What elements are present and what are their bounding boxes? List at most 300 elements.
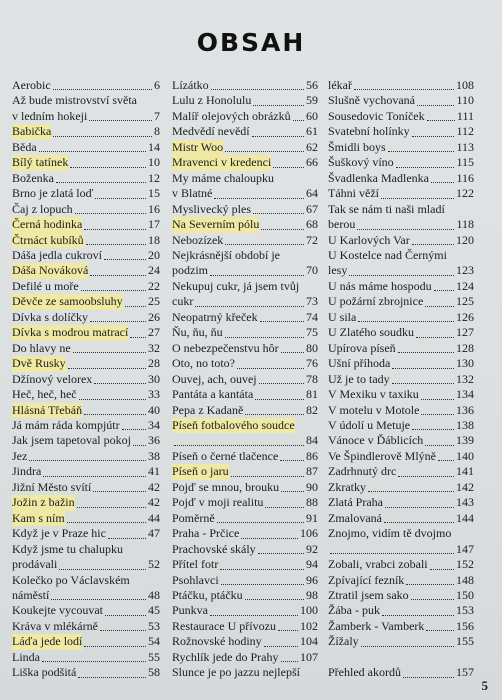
- dot-leader: [225, 151, 304, 152]
- dot-leader: [438, 460, 454, 461]
- toc-entry: [12, 619, 160, 634]
- entry-page-number: 124: [456, 278, 474, 293]
- entry-page-number: 56: [306, 78, 318, 92]
- toc-entry: [172, 202, 318, 217]
- dot-leader: [73, 352, 146, 353]
- entry-title: Pojď v moji realitu: [172, 495, 264, 510]
- entry-page-number: 80: [306, 340, 318, 355]
- dot-leader: [68, 368, 146, 369]
- toc-entry: [328, 279, 474, 294]
- toc-entry: [12, 495, 160, 510]
- entry-title: V motelu v Motole: [328, 402, 420, 417]
- entry-title: Malíř olejových obrázků: [172, 108, 291, 123]
- toc-entry-title-line: [328, 202, 474, 217]
- toc-entry: [12, 217, 160, 232]
- entry-page-number: 111: [456, 108, 474, 123]
- toc-entry: [12, 557, 160, 572]
- toc-entry-title-line: [12, 542, 160, 557]
- entry-title: Dáša jedla cukroví: [12, 247, 102, 262]
- entry-title-continuation: v ledním hokeji: [12, 108, 88, 123]
- entry-title: Jožin z bažin: [12, 495, 75, 510]
- toc-entry: [328, 325, 474, 340]
- dot-leader: [217, 522, 304, 523]
- entry-page-number: 14: [148, 139, 160, 154]
- toc-entry: [12, 372, 160, 387]
- entry-title: Jak jsem tapetoval pokoj: [12, 433, 131, 448]
- entry-title: U nás máme hospodu: [328, 278, 432, 293]
- entry-page-number: 22: [148, 278, 160, 293]
- entry-title-continuation: podzim: [172, 263, 208, 278]
- entry-page-number: 107: [300, 649, 318, 664]
- entry-title-continuation: prodávali: [12, 557, 58, 572]
- toc-entry-title-line: [172, 171, 318, 186]
- toc-entry: [328, 433, 474, 448]
- entry-page-number: 141: [456, 464, 474, 479]
- toc-entry: [328, 140, 474, 155]
- entry-title: Čaj z lopuch: [12, 201, 73, 216]
- toc-column-3: [328, 78, 474, 681]
- entry-title: Já mám ráda kompjútr: [12, 417, 120, 432]
- dot-leader: [81, 290, 146, 291]
- dot-leader: [211, 89, 304, 90]
- entry-title: O nebezpečenstvu hôr: [172, 340, 279, 355]
- entry-page-number: 132: [456, 371, 474, 386]
- entry-title: Heč, heč, heč: [12, 387, 77, 402]
- entry-page-number: 30: [148, 371, 160, 386]
- entry-title: Nejkrásnější období je: [172, 247, 280, 262]
- entry-page-number: 136: [456, 402, 474, 417]
- toc-entry: [12, 248, 160, 263]
- toc-entry: [328, 171, 474, 186]
- toc-entry: [172, 294, 318, 309]
- toc-entry: [328, 542, 474, 557]
- dot-leader: [210, 275, 304, 276]
- toc-entry: [12, 341, 160, 356]
- toc-entry: [172, 511, 318, 526]
- entry-page-number: 115: [456, 155, 474, 170]
- entry-title: Rychlík jede do Prahy: [172, 649, 279, 664]
- dot-leader: [255, 399, 304, 400]
- entry-title: Žížaly: [328, 634, 359, 649]
- entry-title: Džínový velorex: [12, 371, 93, 386]
- entry-page-number: 78: [306, 371, 318, 386]
- toc-entry: [172, 263, 318, 278]
- entry-page-number: 28: [148, 356, 160, 371]
- entry-title: Žamberk - Vamberk: [328, 618, 425, 633]
- entry-page-number: 40: [148, 402, 160, 417]
- dot-leader: [417, 105, 454, 106]
- toc-entry: [328, 124, 474, 139]
- entry-page-number: 142: [456, 479, 474, 494]
- dot-leader: [293, 120, 304, 121]
- entry-title: Zmalovaná: [328, 510, 382, 525]
- entry-title: Praha - Prčice: [172, 526, 240, 541]
- entry-title: Když je v Praze hic: [12, 526, 106, 541]
- toc-entry: [328, 387, 474, 402]
- entry-title: Ouvej, ach, ouvej: [172, 371, 257, 386]
- toc-entry: [172, 619, 318, 634]
- toc-entry: [172, 217, 318, 232]
- dot-leader: [412, 429, 454, 430]
- entry-title: Poměrně: [172, 510, 215, 525]
- entry-page-number: 152: [456, 557, 474, 572]
- entry-page-number: 81: [306, 387, 318, 402]
- toc-entry: [328, 603, 474, 618]
- toc-entry: [12, 418, 160, 433]
- toc-entry: [172, 634, 318, 649]
- toc-entry: [172, 140, 318, 155]
- toc-entry: [12, 603, 160, 618]
- dot-leader: [93, 491, 146, 492]
- entry-page-number: 92: [306, 541, 318, 556]
- entry-page-number: 112: [456, 124, 474, 139]
- entry-title: Ušní příhoda: [328, 356, 391, 371]
- entry-page-number: 74: [306, 309, 318, 324]
- dot-leader: [426, 630, 454, 631]
- entry-page-number: 102: [300, 618, 318, 633]
- entry-page-number: 143: [456, 495, 474, 510]
- entry-page-number: 94: [306, 557, 318, 572]
- dot-leader: [214, 198, 304, 199]
- entry-title: Hlásná Třebáň: [12, 402, 83, 417]
- toc-entry-title-line: [12, 573, 160, 588]
- entry-page-number: 42: [148, 479, 160, 494]
- entry-title: Švadlenka Madlenka: [328, 170, 429, 185]
- entry-title: Dvě Rusky: [12, 356, 66, 371]
- entry-page-number: 58: [148, 665, 160, 680]
- toc-entry: [12, 650, 160, 665]
- entry-title: V údolí u Metuje: [328, 417, 411, 432]
- entry-title-continuation: lesy: [328, 263, 348, 278]
- dot-leader: [281, 352, 304, 353]
- dot-leader: [79, 399, 146, 400]
- toc-entry: [12, 511, 160, 526]
- entry-title: Lízátko: [172, 78, 209, 92]
- dot-leader: [77, 507, 146, 508]
- toc-entry: [12, 449, 160, 464]
- dot-leader: [84, 646, 146, 647]
- dot-leader: [225, 244, 304, 245]
- dot-leader: [252, 136, 304, 137]
- entry-page-number: 68: [306, 217, 318, 232]
- entry-page-number: 47: [148, 526, 160, 541]
- dot-leader: [357, 229, 454, 230]
- dot-leader: [133, 445, 146, 446]
- entry-title: Ve Špindlerově Mlýně: [328, 448, 436, 463]
- entry-title: Upírova píseň: [328, 340, 396, 355]
- toc-entry: [172, 310, 318, 325]
- entry-title: Punkva: [172, 603, 208, 618]
- entry-page-number: 26: [148, 309, 160, 324]
- entry-page-number: 53: [148, 618, 160, 633]
- dot-leader: [125, 306, 146, 307]
- entry-title-continuation: berou: [328, 217, 356, 232]
- entry-page-number: 122: [456, 186, 474, 201]
- toc-entry: [12, 78, 160, 93]
- dot-leader: [53, 89, 152, 90]
- entry-title: Boženka: [12, 170, 54, 185]
- entry-page-number: 123: [456, 263, 474, 278]
- dot-leader: [220, 569, 304, 570]
- entry-page-number: 60: [306, 108, 318, 123]
- toc-entry: [172, 356, 318, 371]
- entry-title: Svatební holínky: [328, 124, 410, 139]
- toc-entry: [12, 356, 160, 371]
- entry-page-number: 72: [306, 232, 318, 247]
- dot-leader: [237, 368, 304, 369]
- dot-leader: [358, 321, 454, 322]
- entry-title: Pojď se mnou, brouku: [172, 479, 280, 494]
- toc-entry: [172, 233, 318, 248]
- toc-entry: [328, 233, 474, 248]
- entry-page-number: 17: [148, 217, 160, 232]
- toc-entry: [12, 233, 160, 248]
- toc-entry: [172, 155, 318, 170]
- entry-title-continuation: náměstí: [12, 587, 50, 602]
- entry-page-number: 127: [456, 325, 474, 340]
- entry-page-number: 27: [148, 325, 160, 340]
- dot-leader: [431, 182, 454, 183]
- toc-entry: [12, 634, 160, 649]
- entry-title: Přítel fotr: [172, 557, 219, 572]
- toc-entry: [12, 665, 160, 680]
- entry-title: Babička: [12, 124, 52, 139]
- entry-page-number: 155: [456, 634, 474, 649]
- entry-title: Už je to tady: [328, 371, 390, 386]
- entry-page-number: 25: [148, 294, 160, 309]
- dot-leader: [174, 445, 304, 446]
- entry-page-number: 153: [456, 603, 474, 618]
- entry-page-number: 36: [148, 433, 160, 448]
- entry-title: Ňu, ňu, ňu: [172, 325, 223, 340]
- dot-leader: [259, 383, 304, 384]
- toc-entry: [328, 634, 474, 649]
- toc-entry: [172, 603, 318, 618]
- dot-leader: [430, 569, 454, 570]
- dot-leader: [382, 615, 454, 616]
- entry-page-number: 42: [148, 495, 160, 510]
- dot-leader: [95, 198, 146, 199]
- entry-title: Liška podšitá: [12, 665, 77, 680]
- dot-leader: [70, 167, 146, 168]
- dot-leader: [75, 213, 146, 214]
- entry-title: Medvědí nevědí: [172, 124, 250, 139]
- entry-page-number: 38: [148, 448, 160, 463]
- toc-entry: [172, 186, 318, 201]
- dot-leader: [264, 646, 298, 647]
- entry-title: Táhni věží: [328, 186, 379, 201]
- entry-page-number: 157: [456, 665, 474, 680]
- entry-title: Mravenci v kredenci: [172, 155, 272, 170]
- entry-page-number: 75: [306, 325, 318, 340]
- entry-title: Do hlavy ne: [12, 340, 71, 355]
- entry-page-number: 147: [456, 541, 474, 556]
- entry-title: Šmidli boys: [328, 139, 386, 154]
- dot-leader: [412, 136, 455, 137]
- entry-page-number: 32: [148, 340, 160, 355]
- entry-title: U požární zbrojnice: [328, 294, 424, 309]
- toc-entry: [12, 387, 160, 402]
- toc-entry: [328, 650, 474, 665]
- entry-page-number: 73: [306, 294, 318, 309]
- entry-page-number: 139: [456, 433, 474, 448]
- toc-entry-title-line: [172, 418, 318, 433]
- toc-entry: [172, 433, 318, 448]
- dot-leader: [258, 553, 304, 554]
- page-title: OBSAH: [196, 28, 306, 57]
- entry-page-number: 134: [456, 387, 474, 402]
- entry-title: Pantáta a kantáta: [172, 387, 254, 402]
- dot-leader: [412, 244, 454, 245]
- toc-entry: [328, 665, 474, 680]
- toc-entry: [12, 140, 160, 155]
- entry-title: U Kostelce nad Černými: [328, 247, 447, 262]
- entry-page-number: 100: [300, 603, 318, 618]
- toc-entry: [12, 171, 160, 186]
- dot-leader: [105, 615, 146, 616]
- entry-page-number: 125: [456, 294, 474, 309]
- dot-leader: [94, 383, 146, 384]
- entry-title: Jez: [12, 448, 28, 463]
- entry-title: Neopatrný křeček: [172, 309, 258, 324]
- toc-entry: [328, 480, 474, 495]
- dot-leader: [90, 275, 146, 276]
- entry-page-number: 110: [456, 93, 474, 108]
- entry-title: Černá hodinka: [12, 217, 83, 232]
- dot-leader: [90, 321, 146, 322]
- toc-entry: [328, 356, 474, 371]
- dot-leader: [273, 167, 304, 168]
- entry-title: Nekupuj cukr, já jsem tvůj: [172, 278, 300, 293]
- entry-title: Pepa z Kadaně: [172, 402, 244, 417]
- toc-entry: [12, 464, 160, 479]
- entry-title: Žába - puk: [328, 603, 380, 618]
- toc-entry: [328, 310, 474, 325]
- entry-title: Oto, no toto?: [172, 356, 235, 371]
- entry-title: Píseň o černé tlačence: [172, 448, 279, 463]
- dot-leader: [78, 677, 146, 678]
- toc-entry: [12, 155, 160, 170]
- entry-title: Restaurace U přívozu: [172, 618, 276, 633]
- dot-leader: [403, 677, 454, 678]
- toc-entry: [172, 480, 318, 495]
- entry-title: Kam s ním: [12, 510, 65, 525]
- toc-entry: [12, 279, 160, 294]
- dot-leader: [43, 476, 146, 477]
- entry-title: Bílý tatínek: [12, 155, 69, 170]
- toc-entry: [172, 495, 318, 510]
- dot-leader: [427, 120, 455, 121]
- dot-leader: [225, 337, 304, 338]
- dot-leader: [42, 661, 146, 662]
- dot-leader: [84, 414, 146, 415]
- dot-leader: [104, 259, 146, 260]
- entry-title: U Zlatého soudku: [328, 325, 414, 340]
- entry-title: Myslivecký ples: [172, 201, 251, 216]
- toc-entry: [328, 155, 474, 170]
- toc-entry: [328, 449, 474, 464]
- toc-entry: [172, 573, 318, 588]
- entry-title: Psohlavci: [172, 572, 219, 587]
- toc-entry: [328, 588, 474, 603]
- toc-entry: [12, 526, 160, 541]
- entry-title: Defilé u moře: [12, 278, 79, 293]
- entry-title: Šuškový víno: [328, 155, 394, 170]
- dot-leader: [392, 368, 454, 369]
- dot-leader: [122, 429, 146, 430]
- toc-entry: [172, 387, 318, 402]
- entry-page-number: 6: [154, 78, 160, 92]
- dot-leader: [265, 507, 304, 508]
- entry-title: Brno je zlatá loď: [12, 186, 94, 201]
- dot-leader: [330, 553, 454, 554]
- dot-leader: [361, 646, 454, 647]
- entry-page-number: 113: [456, 139, 474, 154]
- entry-title: Prachovské skály: [172, 541, 256, 556]
- toc-entry: [172, 557, 318, 572]
- entry-page-number: 116: [456, 170, 474, 185]
- toc-entry: [12, 263, 160, 278]
- toc-entry: [12, 202, 160, 217]
- entry-title: U sila: [328, 309, 357, 324]
- dot-leader: [384, 522, 454, 523]
- entry-title: lékař: [328, 78, 352, 92]
- toc-entry: [328, 511, 474, 526]
- toc-entry: [172, 325, 318, 340]
- toc-entry: [328, 217, 474, 232]
- entry-page-number: 7: [154, 108, 160, 123]
- entry-title: Mistr Woo: [172, 139, 224, 154]
- entry-title: Dáša Nováková: [12, 263, 89, 278]
- entry-page-number: 12: [148, 170, 160, 185]
- toc-entry: [328, 186, 474, 201]
- entry-title: Dívka s modrou matrací: [12, 325, 129, 340]
- dot-leader: [280, 460, 304, 461]
- toc-entry: [172, 650, 318, 665]
- entry-page-number: 140: [456, 448, 474, 463]
- toc-entry: [172, 588, 318, 603]
- entry-page-number: 54: [148, 634, 160, 649]
- entry-title: Láďa jede lodí: [12, 634, 83, 649]
- entry-title: Zobali, vrabci zobali: [328, 557, 428, 572]
- dot-leader: [56, 182, 146, 183]
- toc-entry: [12, 433, 160, 448]
- entry-page-number: 91: [306, 510, 318, 525]
- toc-entry: [172, 93, 318, 108]
- entry-page-number: 130: [456, 356, 474, 371]
- entry-page-number: 86: [306, 448, 318, 463]
- entry-page-number: 126: [456, 309, 474, 324]
- toc-entry: [12, 325, 160, 340]
- entry-page-number: 20: [148, 247, 160, 262]
- entry-page-number: 61: [306, 124, 318, 139]
- toc-entry: [172, 464, 318, 479]
- entry-page-number: 59: [306, 93, 318, 108]
- entry-title: Tak se nám ti naši mladí: [328, 201, 445, 216]
- toc-entry: [328, 573, 474, 588]
- entry-page-number: 67: [306, 201, 318, 216]
- entry-title-continuation: v Blatné: [172, 186, 213, 201]
- toc-column-2: [172, 78, 318, 681]
- entry-title: Rožnovské hodiny: [172, 634, 262, 649]
- dot-leader: [245, 414, 304, 415]
- entry-page-number: 106: [300, 526, 318, 541]
- entry-title-continuation: cukr: [172, 294, 194, 309]
- entry-page-number: 41: [148, 464, 160, 479]
- entry-page-number: 87: [306, 464, 318, 479]
- entry-title: Na Severním pólu: [172, 217, 260, 232]
- entry-page-number: 70: [306, 263, 318, 278]
